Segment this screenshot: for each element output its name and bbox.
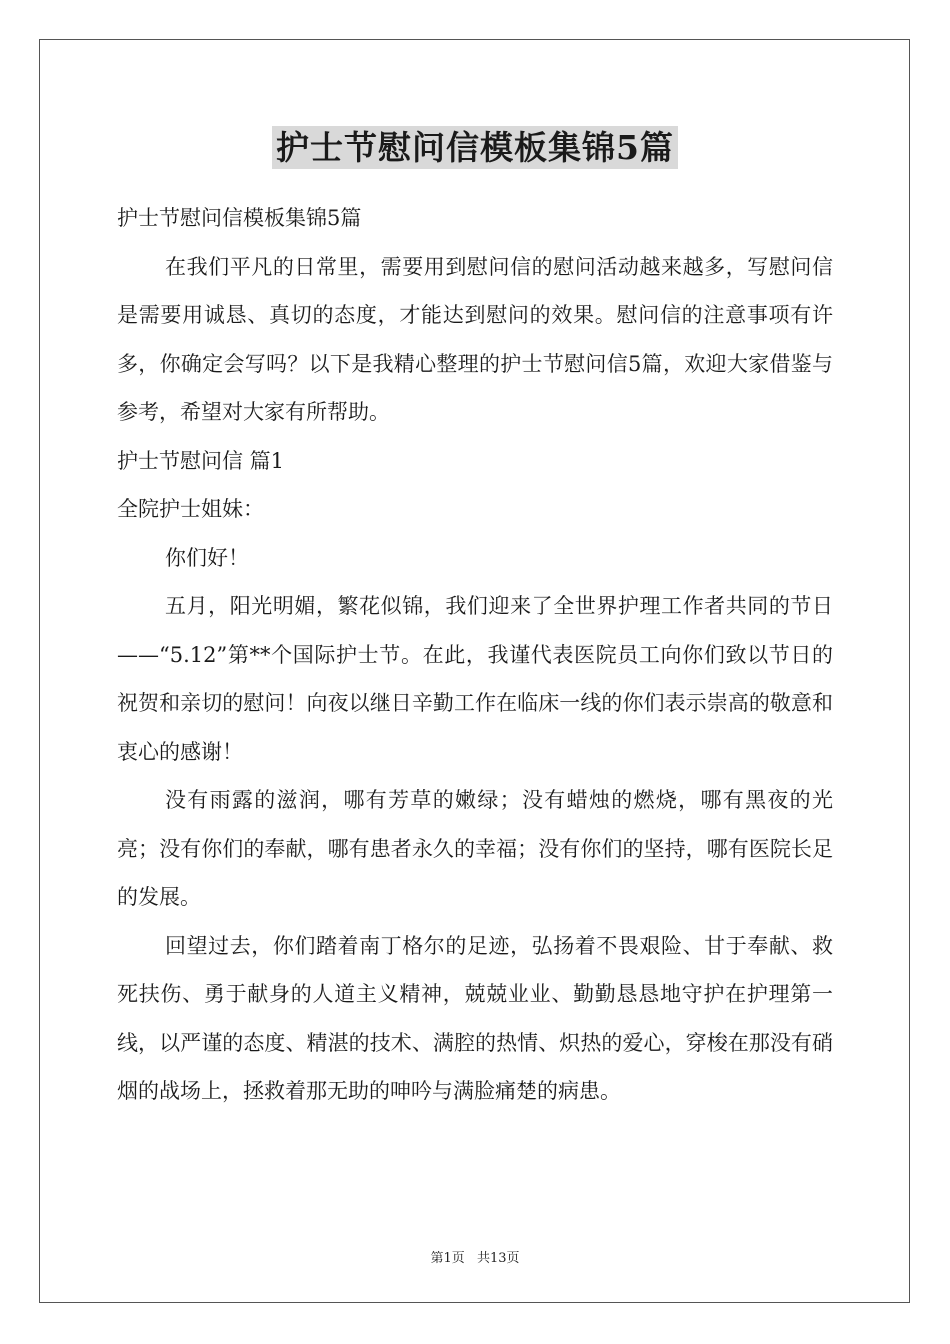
section-heading: 护士节慰问信 篇1 <box>117 448 285 473</box>
page-total: 共13页 <box>476 1251 520 1266</box>
body-paragraph: 没有雨露的滋润，哪有芳草的嫩绿；没有蜡烛的燃烧，哪有黑夜的光亮；没有你们的奉献，哪有患者永久的幸福；没有你们的坚持，哪有医院长足的发展。 <box>117 788 833 909</box>
intro-paragraph: 在我们平凡的日常里，需要用到慰问信的慰问活动越来越多，写慰问信是需要用诚恳、真切的态度，才能达到慰问的效果。慰问信的注意事项有许多，你确定会写吗？以下是我精心整理的护士节慰问信5篇，欢迎大家借鉴与参考，希望对大家有所帮助。 <box>117 254 833 424</box>
document-body <box>117 122 833 1116</box>
body-paragraph: 回望过去，你们踏着南丁格尔的足迹，弘扬着不畏艰险、甘于奉献、救死扶伤、勇于献身的人道主义精神，兢兢业业、勤勤恳恳地守护在护理第一线，以严谨的态度、精湛的技术、满腔的热情、炽热的爱心，穿梭在那没有硝烟的战场上，拯救着那无助的呻吟与满脸痛楚的病患。 <box>117 933 833 1103</box>
page-number: 第1页 <box>430 1251 465 1266</box>
document-title-text: 护士节慰问信模板集锦5篇 <box>272 126 678 169</box>
document-subtitle: 护士节慰问信模板集锦5篇 <box>117 206 362 230</box>
salutation: 全院护士姐妹： <box>117 497 264 521</box>
greeting: 你们好！ <box>165 545 249 570</box>
page-footer <box>0 1247 950 1266</box>
document-title <box>117 122 833 180</box>
body-paragraph: 五月，阳光明媚，繁花似锦，我们迎来了全世界护理工作者共同的节日——“5.12”第**个国际护士节。在此，我谨代表医院员工向你们致以节日的祝贺和亲切的慰问！向夜以继日辛勤工作在临床一线的你们表示崇高的敬意和衷心的感谢！ <box>117 594 833 764</box>
